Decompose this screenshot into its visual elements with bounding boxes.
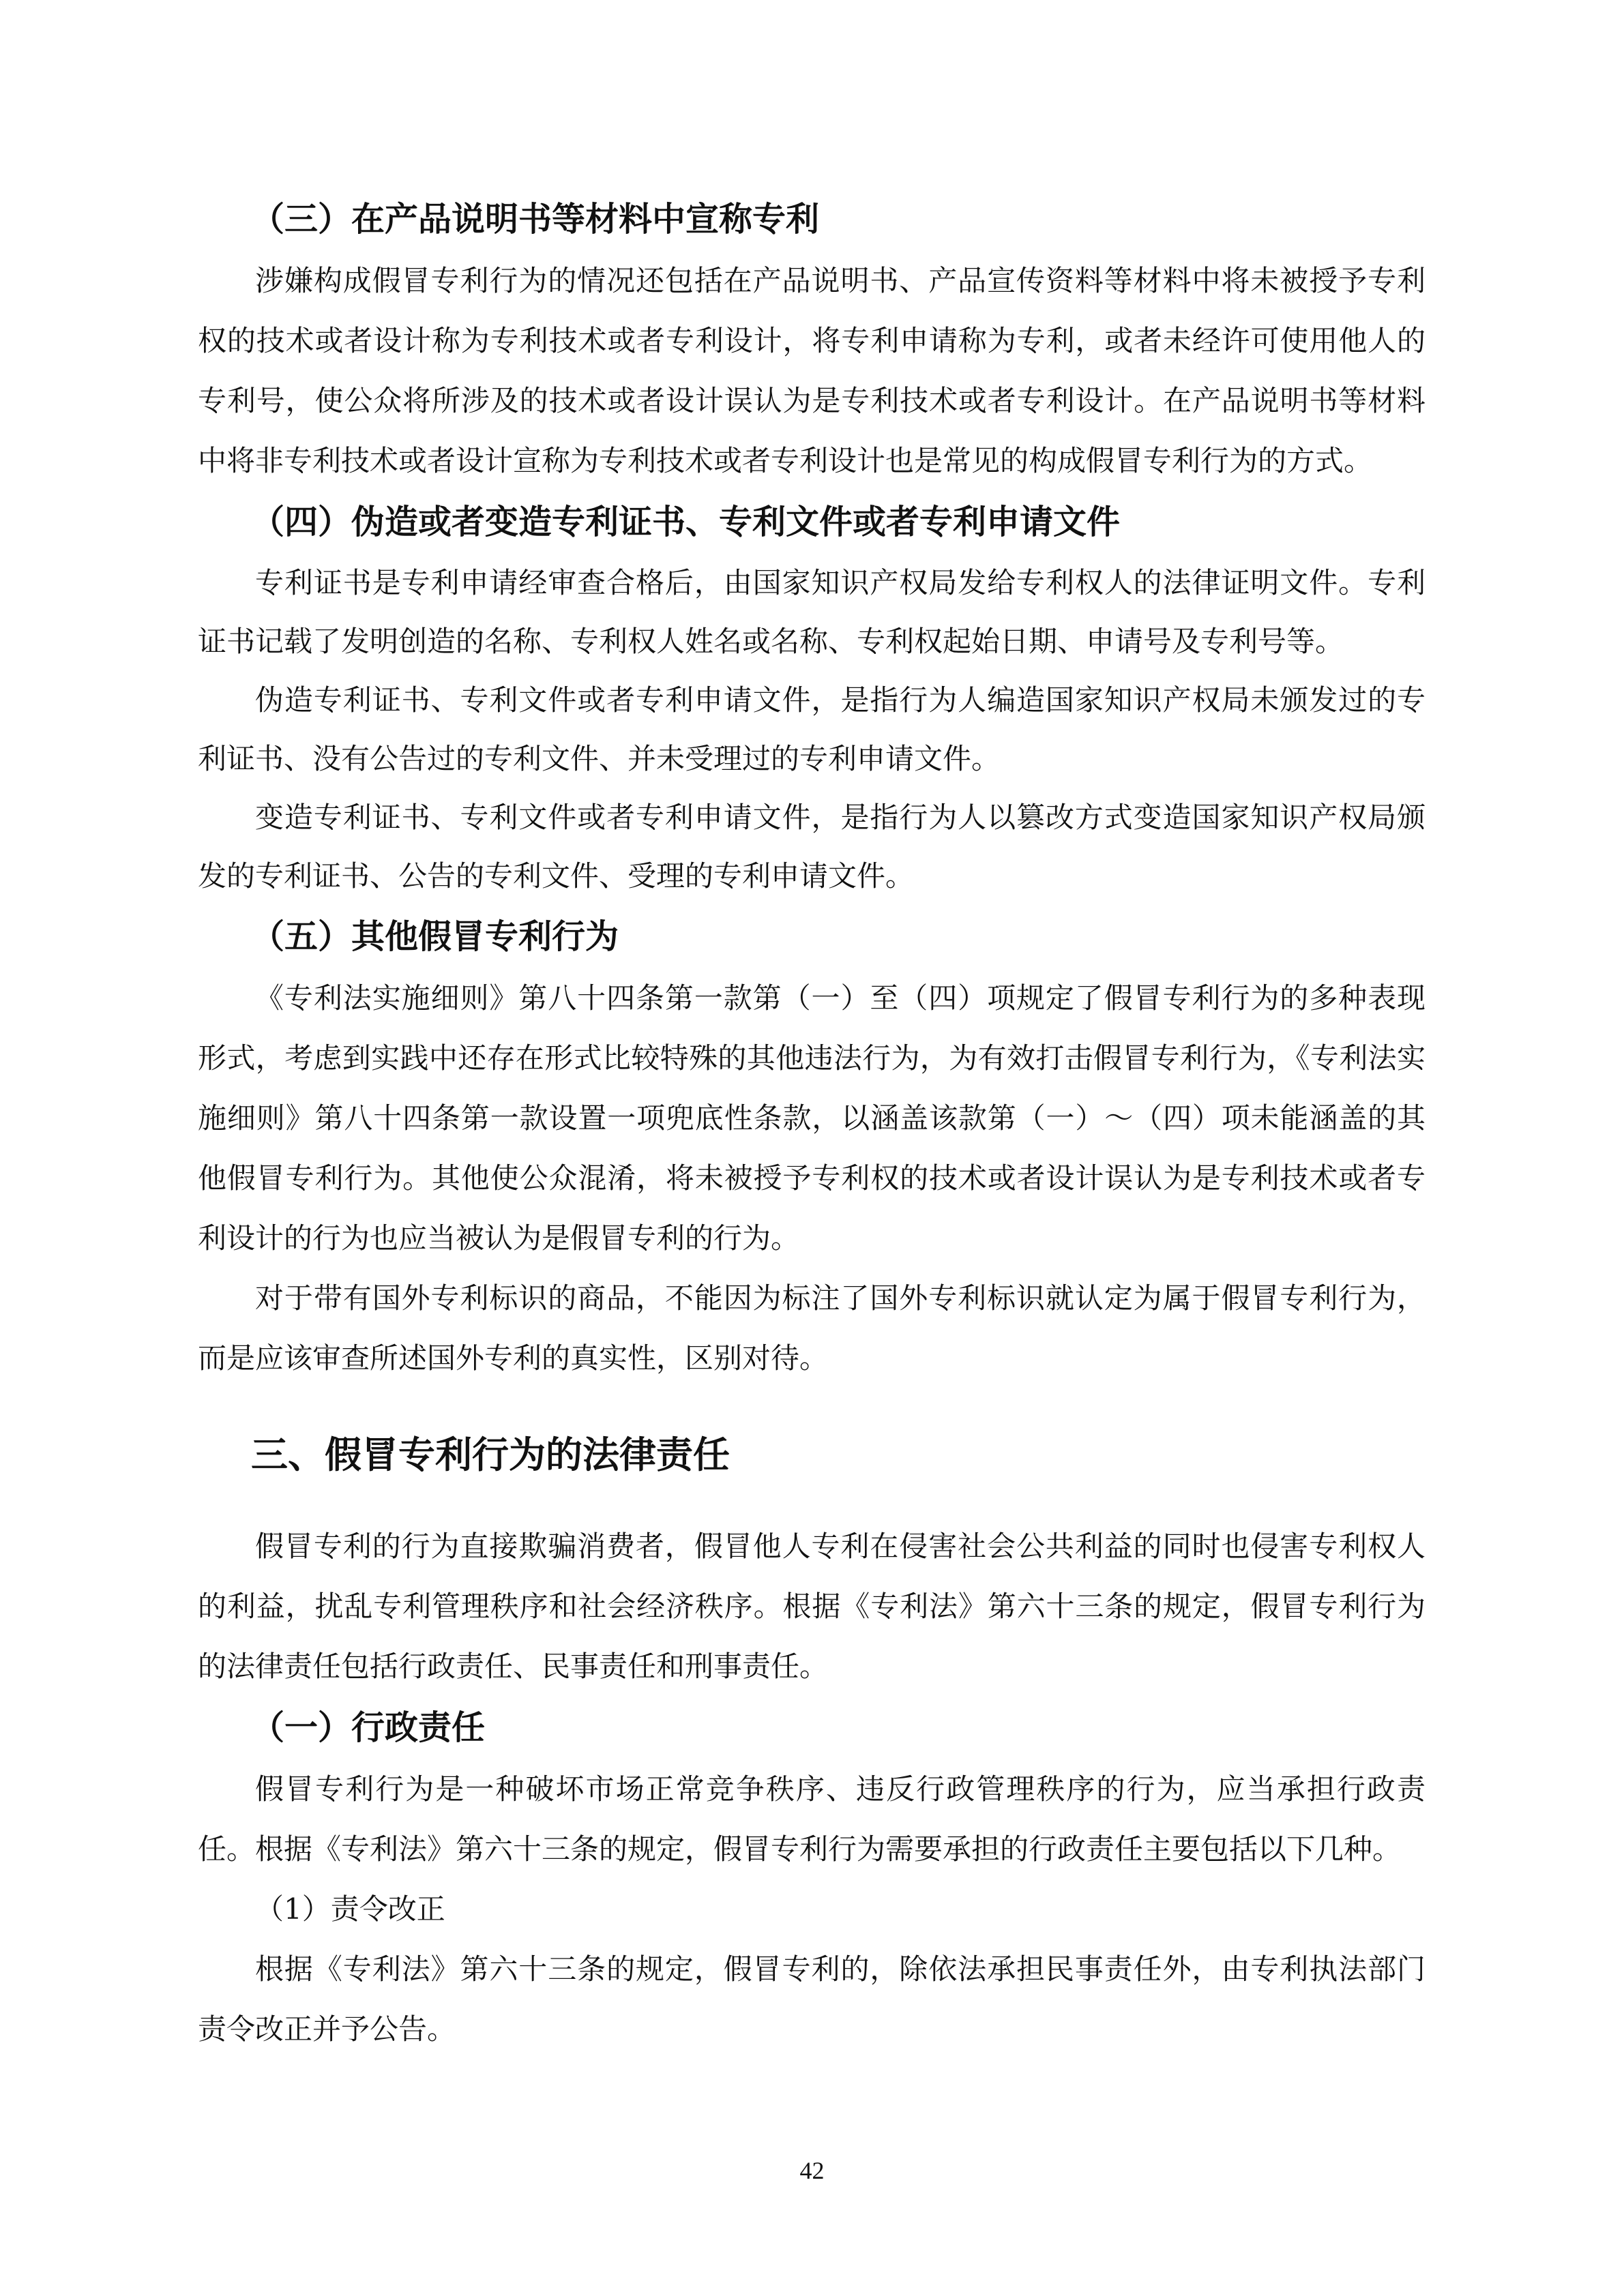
section-heading-4: （四）伪造或者变造专利证书、专利文件或者专利申请文件 bbox=[251, 503, 1121, 541]
list-item-heading: （1）责令改正 bbox=[255, 1892, 445, 1926]
paragraph: 根据《专利法》第六十三条的规定，假冒专利的，除依法承担民事责任外，由专利执法部门责令改正并予公告。 bbox=[198, 1952, 1426, 2046]
section-heading-3: （三）在产品说明书等材料中宣称专利 bbox=[251, 200, 820, 239]
paragraph: 伪造专利证书、专利文件或者专利申请文件，是指行为人编造国家知识产权局未颁发过的专利证书、没有公告过的专利文件、并未受理过的专利申请文件。 bbox=[198, 683, 1426, 775]
paragraph: 变造专利证书、专利文件或者专利申请文件，是指行为人以篡改方式变造国家知识产权局颁发的专利证书、公告的专利文件、受理的专利申请文件。 bbox=[198, 801, 1426, 893]
paragraph: 假冒专利行为是一种破坏市场正常竞争秩序、违反行政管理秩序的行为，应当承担行政责任。根据《专利法》第六十三条的规定，假冒专利行为需要承担的行政责任主要包括以下几种。 bbox=[198, 1772, 1426, 1866]
paragraph: 专利证书是专利申请经审查合格后，由国家知识产权局发给专利权人的法律证明文件。专利证书记载了发明创造的名称、专利权人姓名或名称、专利权起始日期、申请号及专利号等。 bbox=[198, 566, 1426, 658]
paragraph: 假冒专利的行为直接欺骗消费者，假冒他人专利在侵害社会公共利益的同时也侵害专利权人的利益，扰乱专利管理秩序和社会经济秩序。根据《专利法》第六十三条的规定，假冒专利行为的法律责任包括行政责任、民事责任和刑事责任。 bbox=[198, 1530, 1426, 1683]
chapter-heading: 三、假冒专利行为的法律责任 bbox=[251, 1433, 730, 1476]
page-number: 42 bbox=[799, 2157, 825, 2184]
section-heading-5: （五）其他假冒专利行为 bbox=[251, 917, 619, 956]
paragraph: 《专利法实施细则》第八十四条第一款第（一）至（四）项规定了假冒专利行为的多种表现形式，考虑到实践中还存在形式比较特殊的其他违法行为，为有效打击假冒专利行为，《专利法实施细则》第八十四条第一款设置一项兜底性条款，以涵盖该款第（一）～（四）项未能涵盖的其他假冒专利行为。其他使公众混淆，将未被授予专利权的技术或者设计误认为是专利技术或者专利设计的行为也应当被认为是假冒专利的行为。 bbox=[198, 981, 1426, 1255]
paragraph: 对于带有国外专利标识的商品，不能因为标注了国外专利标识就认定为属于假冒专利行为，而是应该审查所述国外专利的真实性，区别对待。 bbox=[198, 1281, 1426, 1375]
paragraph: 涉嫌构成假冒专利行为的情况还包括在产品说明书、产品宣传资料等材料中将未被授予专利权的技术或者设计称为专利技术或者专利设计，将专利申请称为专利，或者未经许可使用他人的专利号，使公众将所涉及的技术或者设计误认为是专利技术或者专利设计。在产品说明书等材料中将非专利技术或者设计宣称为专利技术或者专利设计也是常见的构成假冒专利行为的方式。 bbox=[198, 264, 1426, 477]
subsection-heading: （一）行政责任 bbox=[251, 1708, 486, 1747]
document-body bbox=[198, 188, 1426, 2059]
